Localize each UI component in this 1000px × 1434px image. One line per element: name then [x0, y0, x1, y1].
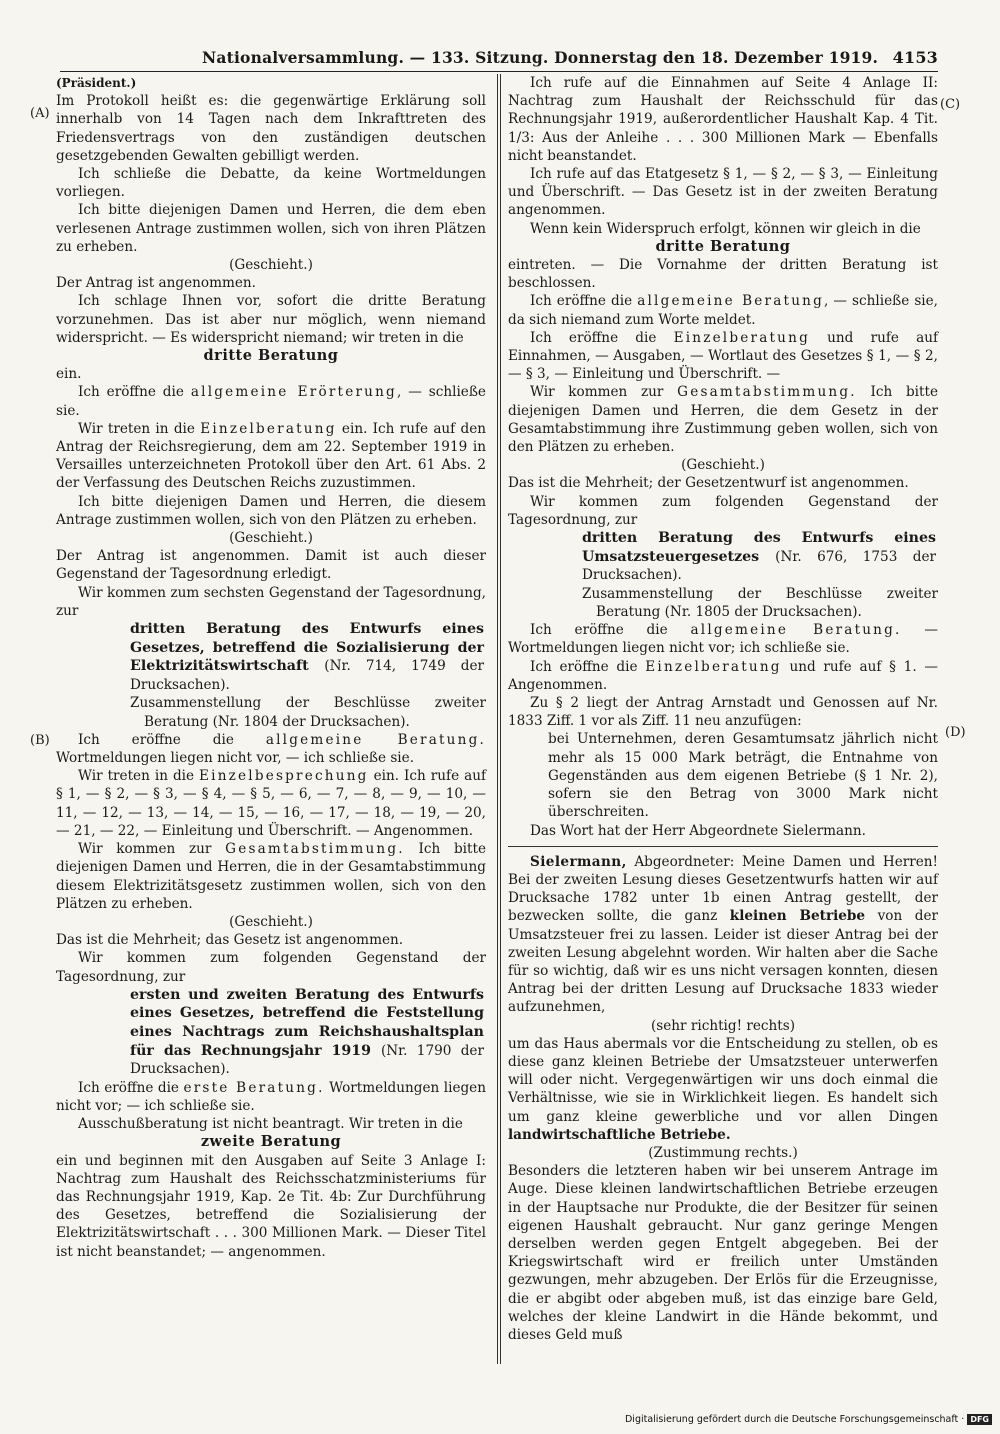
paragraph: Ich eröffne die allgemeine Beratung. — Wortmeldungen liegen nicht vor; ich schließe sie. — [508, 622, 938, 657]
paragraph: Das Wort hat der Herr Abgeordnete Sielermann. — [530, 822, 866, 839]
agenda-item-subtitle: Zusammenstellung der Beschlüsse zweiter Beratung (Nr. 1805 der Drucksachen). — [582, 585, 938, 621]
paragraph: Ich eröffne die allgemeine Beratung. Wortmeldungen liegen nicht vor, — ich schließe sie. — [56, 731, 486, 767]
stage-direction: (Geschieht.) — [229, 257, 313, 274]
stage-direction: (Geschieht.) — [229, 530, 313, 547]
paragraph: Zu § 2 liegt der Antrag Arnstadt und Genossen auf Nr. 1833 Ziff. 1 vor als Ziff. 11 neu anzufügen: — [508, 695, 938, 730]
agenda-item-subtitle: Zusammenstellung der Beschlüsse zweiter Beratung (Nr. 1804 der Drucksachen). — [130, 695, 486, 730]
paragraph: Wir kommen zum folgenden Gegenstand der Tagesordnung, zur — [56, 950, 486, 985]
section-heading: zweite Beratung — [200, 1133, 342, 1151]
paragraph: Wir treten in die Einzelberatung ein. Ich rufe auf den Antrag der Reichsregierung, dem am 22. September 1919 in Versailles unterzeichneten Protokoll über den Art. 61 Abs. 2 der Verfassung des Deutschen Reichs zuzustimmen. — [56, 420, 487, 492]
section-heading: dritte Beratung — [655, 237, 791, 255]
paragraph: Ich eröffne die erste Beratung. Wortmeldungen liegen nicht vor; — ich schließe sie. — [56, 1079, 486, 1114]
section-heading: dritte Beratung — [203, 347, 339, 365]
margin-mark-d: (D) — [945, 725, 966, 740]
paragraph: Ich bitte diejenigen Damen und Herren, die diesem Antrage zustimmen wollen, sich von den Plätzen zu erheben. — [56, 493, 486, 528]
speaker-tag-president: (Präsident.) — [56, 76, 137, 90]
agenda-item-title: ersten und zweiten Beratung des Entwurfs eines Gesetzes, betreffend die Feststellung eines Nachtrags zum Reichshaushaltsplan für das Rechnungsjahr 1919 (Nr. 1790 der Drucksachen). — [130, 986, 484, 1078]
interjection: (Zustimmung rechts.) — [648, 1144, 798, 1161]
paragraph: Ich rufe auf das Etatgesetz § 1, — § 2, — § 3, — Einleitung und Überschrift. — Das Gesetz ist in der zweiten Beratung angenommen. — [508, 166, 938, 219]
speech-paragraph: um das Haus abermals vor die Entscheidung zu stellen, ob es diese ganz kleinen Betriebe der Umsatzsteuer unterwerfen will oder nicht. Vergegenwärtigen wir uns doch einmal die Verhältnisse, wie sie in Wirklichkeit liegen. Es handelt sich um ganz kleine gewerbliche und vor allen Dingen landwirtschaftliche Betriebe. — [508, 1035, 938, 1143]
interjection: (sehr richtig! rechts) — [650, 1017, 796, 1034]
header-title: Nationalversammlung. — 133. Sitzung. Donnerstag den 18. Dezember 1919. — [202, 48, 879, 67]
paragraph: Der Antrag ist angenommen. Damit ist auch dieser Gegenstand der Tagesordnung erledigt. — [56, 548, 486, 583]
paragraph: eintreten. — Die Vornahme der dritten Beratung ist beschlossen. — [508, 257, 938, 292]
stage-direction: (Geschieht.) — [681, 457, 765, 474]
digitization-credit: Digitalisierung gefördert durch die Deutsche Forschungsgemeinschaft · DFG — [625, 1414, 992, 1425]
page-header — [60, 46, 938, 70]
paragraph: Ich eröffne die Einzelberatung und rufe auf § 1. — Angenommen. — [508, 658, 938, 693]
paragraph: Ich rufe auf die Einnahmen auf Seite 4 Anlage II: Nachtrag zum Haushalt der Reichsschuld für das Rechnungsjahr 1919, außerordentlicher Haushalt Kap. 4 Tit. 1/3: Aus der Anleihe . . . 300 Millionen Mark — Ebenfalls nicht beanstandet. — [508, 75, 938, 164]
paragraph: Das ist die Mehrheit; der Gesetzentwurf ist angenommen. — [508, 475, 909, 492]
paragraph: Ich schlage Ihnen vor, sofort die dritte Beratung vorzunehmen. Das ist aber nur möglich, wenn niemand widerspricht. — Es widerspricht niemand; wir treten in die — [56, 293, 486, 346]
left-column — [56, 74, 486, 1261]
paragraph: Wir kommen zum sechsten Gegenstand der Tagesordnung, zur — [56, 584, 486, 619]
dfg-logo: DFG — [967, 1414, 992, 1425]
paragraph: Der Antrag ist angenommen. — [56, 275, 256, 292]
speech-paragraph: Sielermann, Abgeordneter: Meine Damen und Herren! Bei der zweiten Lesung dieses Gesetzentwurfs hatten wir auf Drucksache 1782 unter 1b einen Antrag gestellt, der bezwecken sollte, die ganz kleinen Betriebe von der Umsatzsteuer frei zu lassen. Leider ist dieser Antrag bei der zweiten Lesung abgelehnt worden. Wir halten aber die Sache für so wichtig, daß wir es uns nicht versagen konnten, diesen Antrag bei der dritten Lesung auf Drucksache 1833 wieder aufzunehmen, — [508, 853, 938, 1016]
margin-mark-a: (A) — [30, 106, 50, 121]
paragraph: Ich bitte diejenigen Damen und Herren, die dem eben verlesenen Antrage zustimmen wollen, sich von ihren Plätzen zu erheben. — [56, 202, 486, 255]
paragraph: Wir treten in die Einzelbesprechung ein. Ich rufe auf § 1, — § 2, — § 3, — § 4, — § 5, — 6, — 7, — 8, — 9, — 10, — 11, — 12, — 13, — 14, — 15, — 16, — 17, — 18, — 19, — 20, — 21, — 22, — Einleitung und Überschrift. — Angenommen. — [56, 768, 486, 839]
paragraph: Wir kommen zum folgenden Gegenstand der Tagesordnung, zur — [508, 493, 938, 528]
column-divider-second — [500, 74, 501, 1364]
paragraph: Ich eröffne die allgemeine Beratung, — schließe sie, da sich niemand zum Worte meldet. — [508, 293, 939, 328]
paragraph: Ich eröffne die Einzelberatung und rufe auf Einnahmen, — Ausgaben, — Wortlaut des Gesetzes § 1, — § 2, — § 3, — Einleitung und Überschrift. — — [508, 329, 938, 383]
speaker-name: Sielermann, — [530, 853, 627, 870]
column-divider — [497, 74, 498, 1364]
agenda-item-title: dritten Beratung des Entwurfs eines Umsatzsteuergesetzes (Nr. 676, 1753 der Drucksachen). — [582, 530, 936, 584]
agenda-item-title: dritten Beratung des Entwurfs eines Gesetzes, betreffend die Sozialisierung der Elektrizitätswirtschaft (Nr. 714, 1749 der Drucksachen). — [130, 621, 484, 693]
quoted-motion: bei Unternehmen, deren Gesamtumsatz jährlich nicht mehr als 15 000 Mark beträgt, die Entnahme von Gegenständen aus dem eigenen Betriebe (§ 1 Nr. 2), sofern sie den Betrag von 3000 Mark nicht überschreiten. — [548, 731, 938, 821]
paragraph: ein. — [56, 366, 82, 383]
stage-direction: (Geschieht.) — [229, 913, 313, 930]
speech-paragraph: Besonders die letzteren haben wir bei unserem Antrage im Auge. Diese kleinen landwirtschaftlichen Betriebe erzeugen in der Hauptsache nur Produkte, die der Besitzer für seinen eigenen Haushalt gebraucht. Nur ganz geringe Mengen derselben werden gegen Entgelt abgegeben. Bei der Kriegswirtschaft wird er freilich unter Umständen gezwungen, mehr abzugeben. Der Erlös für die Erzeugnisse, die er abgibt oder abgeben muß, ist das einzige bare Geld, welches der kleine Landwirt in die Hände bekommt, und dieses Geld muß — [508, 1163, 938, 1343]
paragraph: Wenn kein Widerspruch erfolgt, können wir gleich in die — [530, 220, 921, 237]
header-rule — [60, 71, 938, 72]
paragraph: Wir kommen zur Gesamtabstimmung. Ich bitte diejenigen Damen und Herren, die in der Gesamtabstimmung diesem Elektrizitätsgesetz zustimmen wollen, sich von den Plätzen zu erheben. — [56, 841, 486, 912]
paragraph: Das ist die Mehrheit; das Gesetz ist angenommen. — [56, 932, 404, 949]
section-rule — [508, 846, 938, 847]
paragraph: Ausschußberatung ist nicht beantragt. Wir treten in die — [78, 1116, 463, 1133]
right-column — [508, 74, 938, 1344]
paragraph: ein und beginnen mit den Ausgaben auf Seite 3 Anlage I: Nachtrag zum Haushalt des Reichsschatzministeriums für das Rechnungsjahr 1919, Kap. 2e Tit. 4b: Zur Durchführung des Gesetzes, betreffend die Sozialisierung der Elektrizitätswirtschaft . . . 300 Millionen Mark. — Dieser Titel ist nicht beanstandet; — angenommen. — [56, 1152, 486, 1260]
paragraph: Im Protokoll heißt es: die gegenwärtige Erklärung soll innerhalb von 14 Tagen nach dem Inkrafttreten des Friedensvertrags von den zuständigen deutschen gesetzgebenden Gewalten gebilligt werden. — [56, 93, 486, 164]
paragraph: Ich eröffne die allgemeine Erörterung, — schließe sie. — [56, 384, 486, 419]
paragraph: Wir kommen zur Gesamtabstimmung. Ich bitte diejenigen Damen und Herren, die dem Gesetz in der Gesamtabstimmung ihre Zustimmung geben wollen, sich von den Plätzen zu erheben. — [508, 384, 938, 456]
page-number: 4153 — [892, 48, 938, 67]
paragraph: Ich schließe die Debatte, da keine Wortmeldungen vorliegen. — [56, 166, 486, 201]
margin-mark-b: (B) — [30, 733, 50, 748]
margin-mark-c: (C) — [940, 97, 961, 112]
